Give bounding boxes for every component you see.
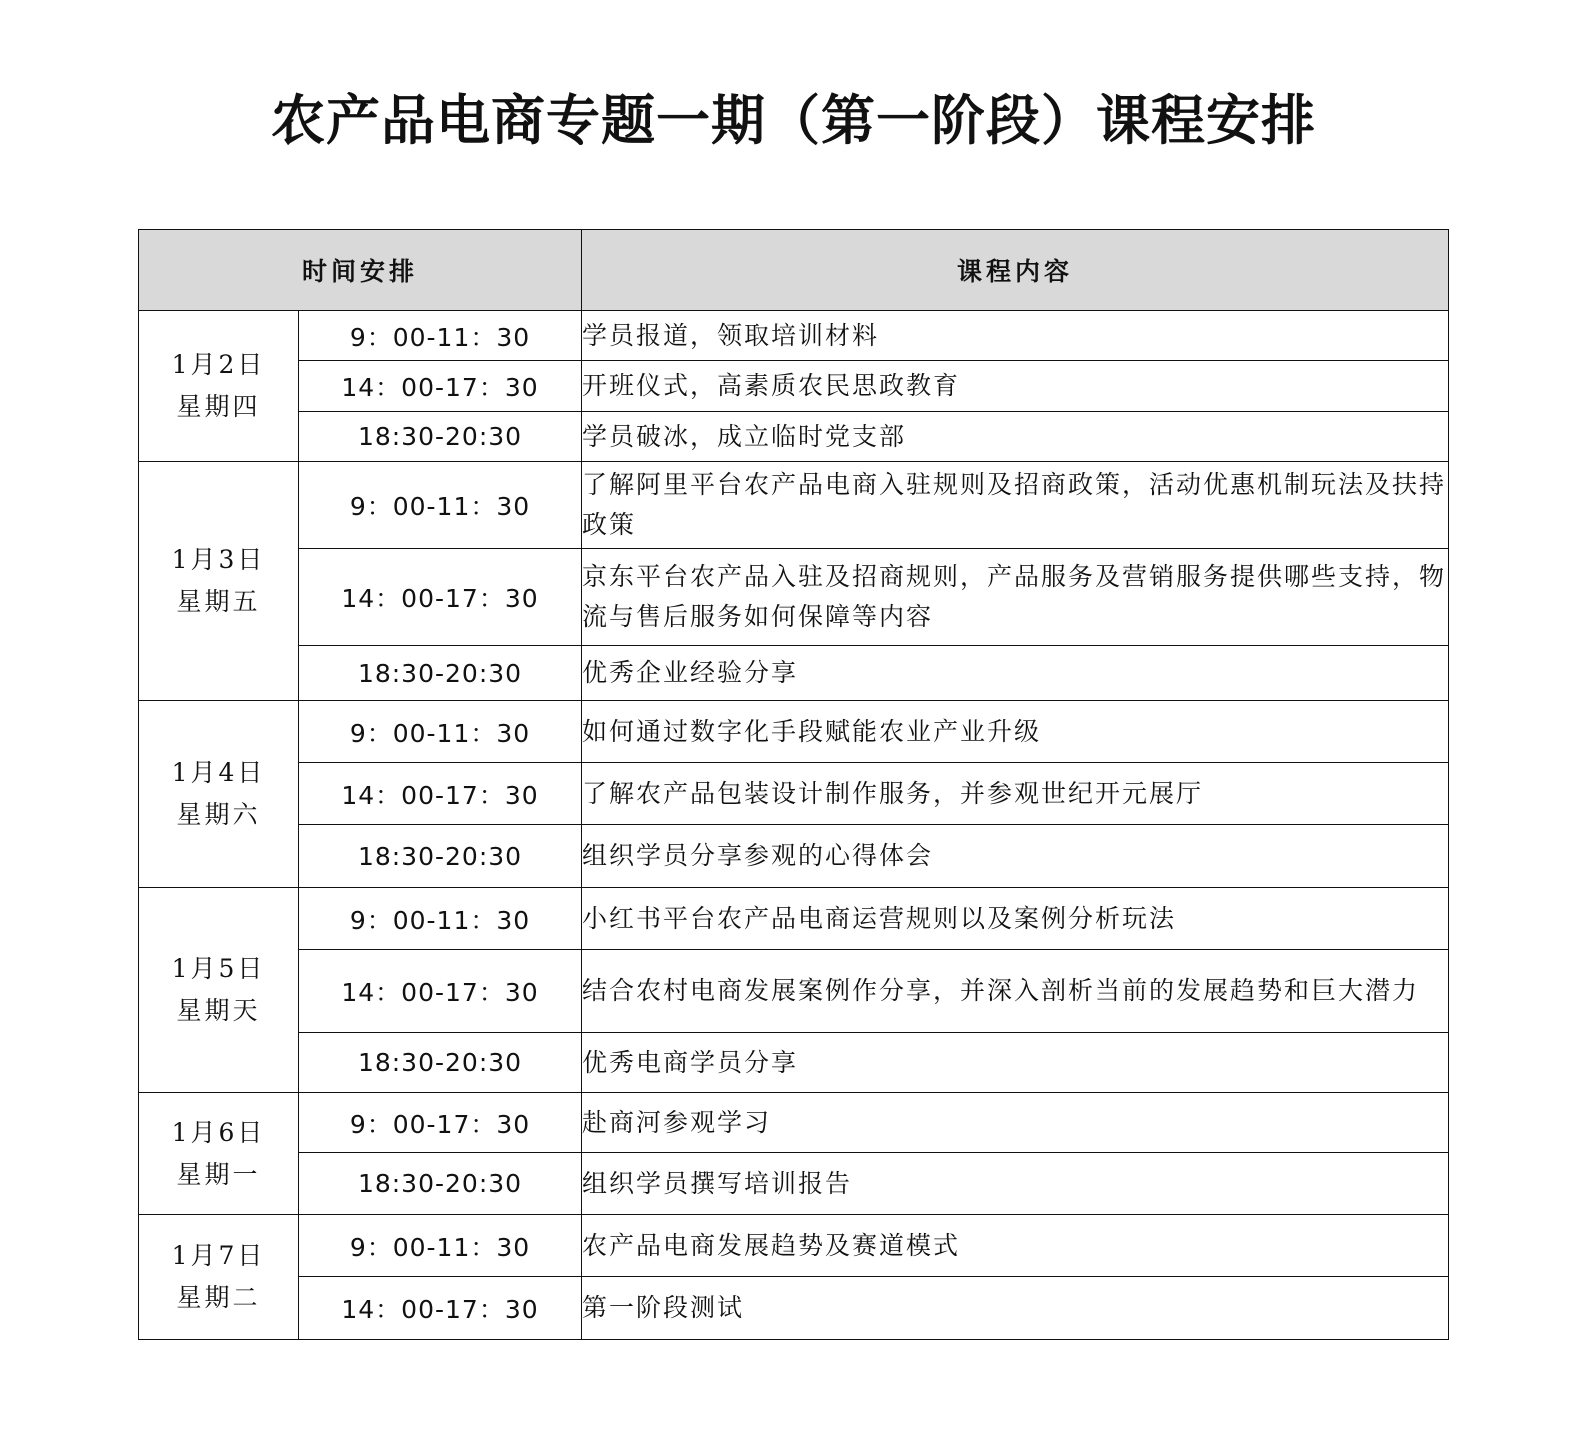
content-cell: 第一阶段测试	[582, 1277, 1449, 1340]
time-cell: 9：00-11：30	[299, 888, 582, 950]
date-label: 1月5日	[171, 954, 266, 983]
table-row	[139, 763, 1449, 825]
date-cell	[139, 1215, 299, 1340]
time-cell: 14：00-17：30	[299, 361, 582, 412]
table-row	[139, 1215, 1449, 1277]
table-row	[139, 412, 1449, 462]
date-cell	[139, 701, 299, 888]
time-cell: 9：00-11：30	[299, 462, 582, 549]
table-row	[139, 462, 1449, 549]
time-cell: 18:30-20:30	[299, 412, 582, 462]
content-cell: 组织学员分享参观的心得体会	[582, 825, 1449, 888]
time-cell: 14：00-17：30	[299, 1277, 582, 1340]
time-cell: 18:30-20:30	[299, 646, 582, 701]
content-cell: 结合农村电商发展案例作分享，并深入剖析当前的发展趋势和巨大潜力	[582, 950, 1449, 1033]
time-cell: 9：00-11：30	[299, 701, 582, 763]
time-cell: 9：00-11：30	[299, 1215, 582, 1277]
time-cell: 18:30-20:30	[299, 825, 582, 888]
table-row	[139, 361, 1449, 412]
table-row	[139, 646, 1449, 701]
content-cell: 小红书平台农产品电商运营规则以及案例分析玩法	[582, 888, 1449, 950]
content-cell: 如何通过数字化手段赋能农业产业升级	[582, 701, 1449, 763]
table-row	[139, 888, 1449, 950]
table-row	[139, 1093, 1449, 1153]
table-row	[139, 701, 1449, 763]
table-row	[139, 1033, 1449, 1093]
time-cell: 14：00-17：30	[299, 763, 582, 825]
content-cell: 开班仪式，高素质农民思政教育	[582, 361, 1449, 412]
content-cell: 了解阿里平台农产品电商入驻规则及招商政策，活动优惠机制玩法及扶持政策	[582, 462, 1449, 549]
weekday-label: 星期四	[176, 392, 261, 421]
table-row	[139, 311, 1449, 361]
content-cell: 优秀企业经验分享	[582, 646, 1449, 701]
table-row	[139, 549, 1449, 646]
table-row	[139, 825, 1449, 888]
weekday-label: 星期六	[176, 800, 261, 829]
content-cell: 优秀电商学员分享	[582, 1033, 1449, 1093]
date-label: 1月3日	[171, 545, 266, 574]
table-row	[139, 1277, 1449, 1340]
table-header-row	[139, 230, 1449, 311]
weekday-label: 星期天	[176, 996, 261, 1025]
date-cell	[139, 1093, 299, 1215]
time-cell: 14：00-17：30	[299, 549, 582, 646]
time-cell: 18:30-20:30	[299, 1153, 582, 1215]
table-row	[139, 1153, 1449, 1215]
weekday-label: 星期二	[176, 1283, 261, 1312]
date-label: 1月2日	[171, 350, 266, 379]
content-cell: 了解农产品包装设计制作服务，并参观世纪开元展厅	[582, 763, 1449, 825]
time-cell: 9：00-11：30	[299, 311, 582, 361]
page-title: 农产品电商专题一期（第一阶段）课程安排	[271, 88, 1316, 152]
table-row	[139, 950, 1449, 1033]
date-cell	[139, 888, 299, 1093]
content-cell: 京东平台农产品入驻及招商规则，产品服务及营销服务提供哪些支持，物流与售后服务如何保障等内容	[582, 549, 1449, 646]
date-cell	[139, 311, 299, 462]
date-label: 1月7日	[171, 1241, 266, 1270]
content-cell: 学员破冰，成立临时党支部	[582, 412, 1449, 462]
content-cell: 农产品电商发展趋势及赛道模式	[582, 1215, 1449, 1277]
time-cell: 9：00-17：30	[299, 1093, 582, 1153]
content-cell: 学员报道，领取培训材料	[582, 311, 1449, 361]
date-cell	[139, 462, 299, 701]
content-cell: 组织学员撰写培训报告	[582, 1153, 1449, 1215]
content-cell: 赴商河参观学习	[582, 1093, 1449, 1153]
weekday-label: 星期五	[176, 587, 261, 616]
header-content: 课程内容	[582, 230, 1449, 311]
time-cell: 18:30-20:30	[299, 1033, 582, 1093]
date-label: 1月4日	[171, 758, 266, 787]
time-cell: 14：00-17：30	[299, 950, 582, 1033]
schedule-table	[138, 229, 1449, 1340]
header-time: 时间安排	[139, 230, 582, 311]
weekday-label: 星期一	[176, 1159, 261, 1189]
date-label: 1月6日	[171, 1117, 266, 1147]
